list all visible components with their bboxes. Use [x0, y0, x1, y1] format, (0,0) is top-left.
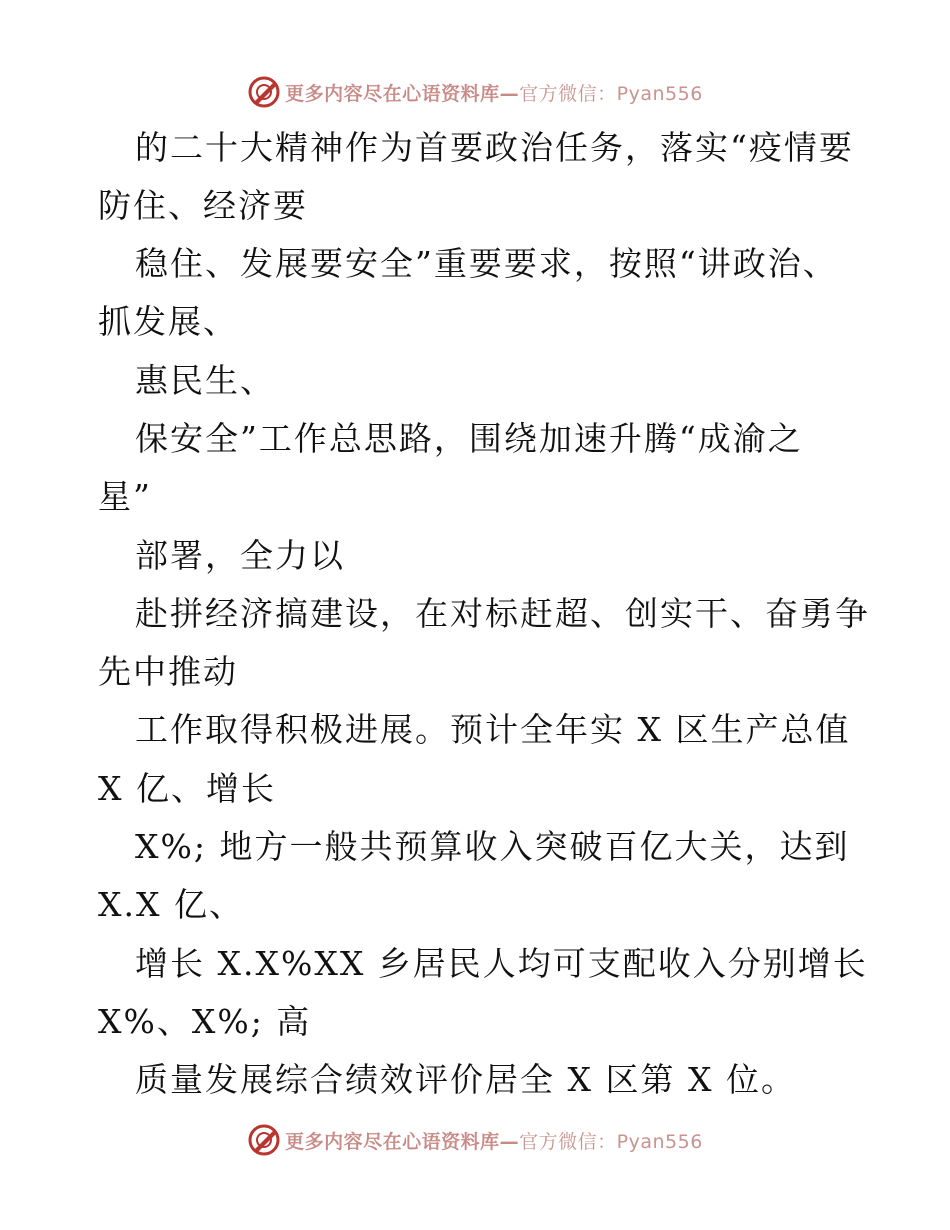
footer-banner	[0, 1120, 950, 1160]
text-line: 防住、经济要	[98, 186, 308, 225]
text-line: 抓发展、	[98, 302, 238, 341]
text-line: 质量发展综合绩效评价居全 X 区第 X 位。	[135, 1060, 796, 1099]
text-line: X 亿、增长	[98, 769, 276, 808]
logo-icon	[247, 1123, 281, 1157]
text-line: X.X 亿、	[98, 885, 244, 924]
text-line: X%、X%; 高	[98, 1002, 312, 1041]
text-line: 保安全”工作总思路，围绕加速升腾“成渝之	[135, 419, 803, 458]
text-line: 先中推动	[98, 652, 238, 691]
text-line: 赴拼经济搞建设，在对标赶超、创实干、奋勇争	[135, 594, 870, 633]
text-line: X%; 地方一般共预算收入突破百亿大关，达到	[135, 827, 850, 866]
text-line: 惠民生、	[135, 361, 275, 400]
banner-text: 更多内容尽在心语资料库—官方微信：Pyan556	[285, 82, 703, 105]
text-line: 增长 X.X%XX 乡居民人均可支配收入分别增长	[135, 944, 868, 983]
banner-text: 更多内容尽在心语资料库—官方微信：Pyan556	[285, 1130, 703, 1153]
text-line: 部署，全力以	[135, 536, 345, 575]
text-line: 工作取得积极进展。预计全年实 X 区生产总值	[135, 710, 851, 749]
text-line: 星”	[98, 477, 152, 516]
text-line: 稳住、发展要安全”重要要求，按照“讲政治、	[135, 244, 838, 283]
text-line: 的二十大精神作为首要政治任务，落实“疫情要	[135, 128, 854, 167]
